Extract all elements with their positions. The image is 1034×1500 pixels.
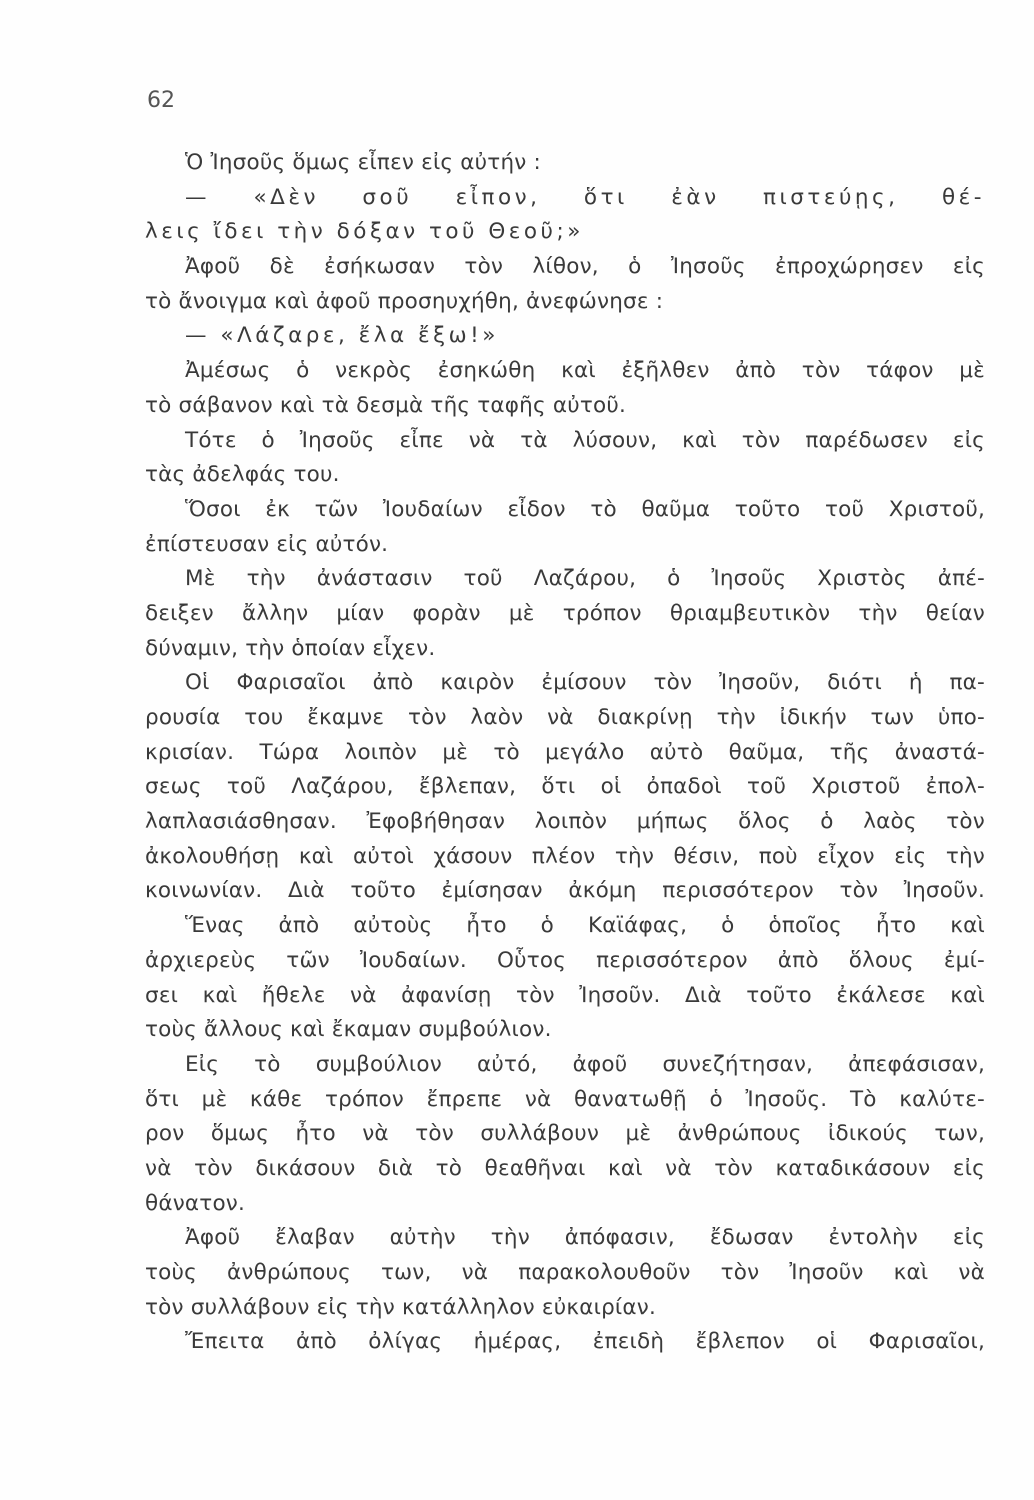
text-line: σει καὶ ἤθελε νὰ ἀφανίσῃ τὸν Ἰησοῦν. Διὰ τοῦτο ἐκάλεσε καὶ <box>145 982 985 1008</box>
page-number: 62 <box>147 88 175 113</box>
text-line: Ἀμέσως ὁ νεκρὸς ἐσηκώθη καὶ ἐξῆλθεν ἀπὸ τὸν τάφον μὲ <box>185 358 985 384</box>
text-line: θάνατον. <box>145 1190 246 1216</box>
text-line: Ἀφοῦ δὲ ἐσήκωσαν τὸν λίθον, ὁ Ἰησοῦς ἐπροχώρησεν εἰς <box>185 254 985 280</box>
text-line: Οἱ Φαρισαῖοι ἀπὸ καιρὸν ἐμίσουν τὸν Ἰησοῦν, διότι ἡ πα- <box>185 670 985 696</box>
text-line: ρουσία του ἔκαμνε τὸν λαὸν νὰ διακρίνῃ τὴν ἰδικήν των ὑπο- <box>145 705 985 730</box>
text-line: Τότε ὁ Ἰησοῦς εἶπε νὰ τὰ λύσουν, καὶ τὸν παρέδωσεν εἰς <box>185 427 985 453</box>
text-line: Μὲ τὴν ἀνάστασιν τοῦ Λαζάρου, ὁ Ἰησοῦς Χριστὸς ἀπέ- <box>185 566 985 592</box>
text-line: Εἰς τὸ συμβούλιον αὐτό, ἀφοῦ συνεζήτησαν, ἀπεφάσισαν, <box>185 1051 985 1077</box>
text-line: σεως τοῦ Λαζάρου, ἔβλεπαν, ὅτι οἱ ὀπαδοὶ τοῦ Χριστοῦ ἐπολ- <box>145 774 985 800</box>
text-line: τοὺς ἄλλους καὶ ἔκαμαν συμβούλιον. <box>145 1017 552 1043</box>
text-line: Ἔπειτα ἀπὸ ὀλίγας ἡμέρας, ἐπειδὴ ἔβλεπον οἱ Φαρισαῖοι, <box>185 1329 985 1355</box>
text-line: τὸ ἄνοιγμα καὶ ἀφοῦ προσηυχήθη, ἀνεφώνησε : <box>145 288 664 314</box>
text-line: Ὅσοι ἐκ τῶν Ἰουδαίων εἶδον τὸ θαῦμα τοῦτο τοῦ Χριστοῦ, <box>185 496 985 522</box>
text-line: ὅτι μὲ κάθε τρόπον ἔπρεπε νὰ θανατωθῇ ὁ Ἰησοῦς. Τὸ καλύτε- <box>145 1086 985 1112</box>
text-line: ἀρχιερεὺς τῶν Ἰουδαίων. Οὗτος περισσότερον ἀπὸ ὅλους ἐμί- <box>145 947 985 973</box>
text-line: λαπλασιάσθησαν. Ἐφοβήθησαν λοιπὸν μήπως ὅλος ὁ λαὸς τὸν <box>145 809 985 835</box>
text-line: δύναμιν, τὴν ὁποίαν εἶχεν. <box>145 635 436 661</box>
text-line: ἀκολουθήσῃ καὶ αὐτοὶ χάσουν πλέον τὴν θέσιν, ποὺ εἶχον εἰς τὴν <box>145 843 985 869</box>
text-line: ἐπίστευσαν εἰς αὐτόν. <box>145 531 389 557</box>
text-line: νὰ τὸν δικάσουν διὰ τὸ θεαθῆναι καὶ νὰ τὸν καταδικάσουν εἰς <box>145 1155 985 1181</box>
text-line: λεις ἴδει τὴν δόξαν τοῦ Θεοῦ;» <box>145 219 584 245</box>
text-line: τοὺς ἀνθρώπους των, νὰ παρακολουθοῦν τὸν Ἰησοῦν καὶ νὰ <box>145 1260 985 1285</box>
text-line: δειξεν ἄλλην μίαν φορὰν μὲ τρόπον θριαμβευτικὸν τὴν θείαν <box>145 600 985 626</box>
text-line: — «Δὲν σοῦ εἶπον, ὅτι ἐὰν πιστεύῃς, θέ- <box>185 184 985 210</box>
text-line: Ὁ Ἰησοῦς ὅμως εἶπεν εἰς αὐτήν : <box>185 150 541 175</box>
text-line: Ἀφοῦ ἔλαβαν αὐτὴν τὴν ἀπόφασιν, ἔδωσαν ἐντολὴν εἰς <box>185 1225 985 1251</box>
text-line: τὸ σάβανον καὶ τὰ δεσμὰ τῆς ταφῆς αὐτοῦ. <box>145 392 627 418</box>
text-line: κοινωνίαν. Διὰ τοῦτο ἐμίσησαν ἀκόμη περισσότερον τὸν Ἰησοῦν. <box>145 878 985 904</box>
text-line: τὰς ἀδελφάς του. <box>145 462 340 488</box>
text-line: Ἕνας ἀπὸ αὐτοὺς ἦτο ὁ Καϊάφας, ὁ ὁποῖος ἦτο καὶ <box>185 913 985 939</box>
text-line: τὸν συλλάβουν εἰς τὴν κατάλληλον εὐκαιρίαν. <box>145 1294 657 1320</box>
text-line: ρον ὅμως ἦτο νὰ τὸν συλλάβουν μὲ ἀνθρώπους ἰδικούς των, <box>145 1121 985 1147</box>
text-line: — «Λάζαρε, ἔλα ἔξω!» <box>185 323 499 349</box>
text-line: κρισίαν. Τώρα λοιπὸν μὲ τὸ μεγάλο αὐτὸ θαῦμα, τῆς ἀναστά- <box>145 739 985 765</box>
body-text <box>145 146 985 1360</box>
